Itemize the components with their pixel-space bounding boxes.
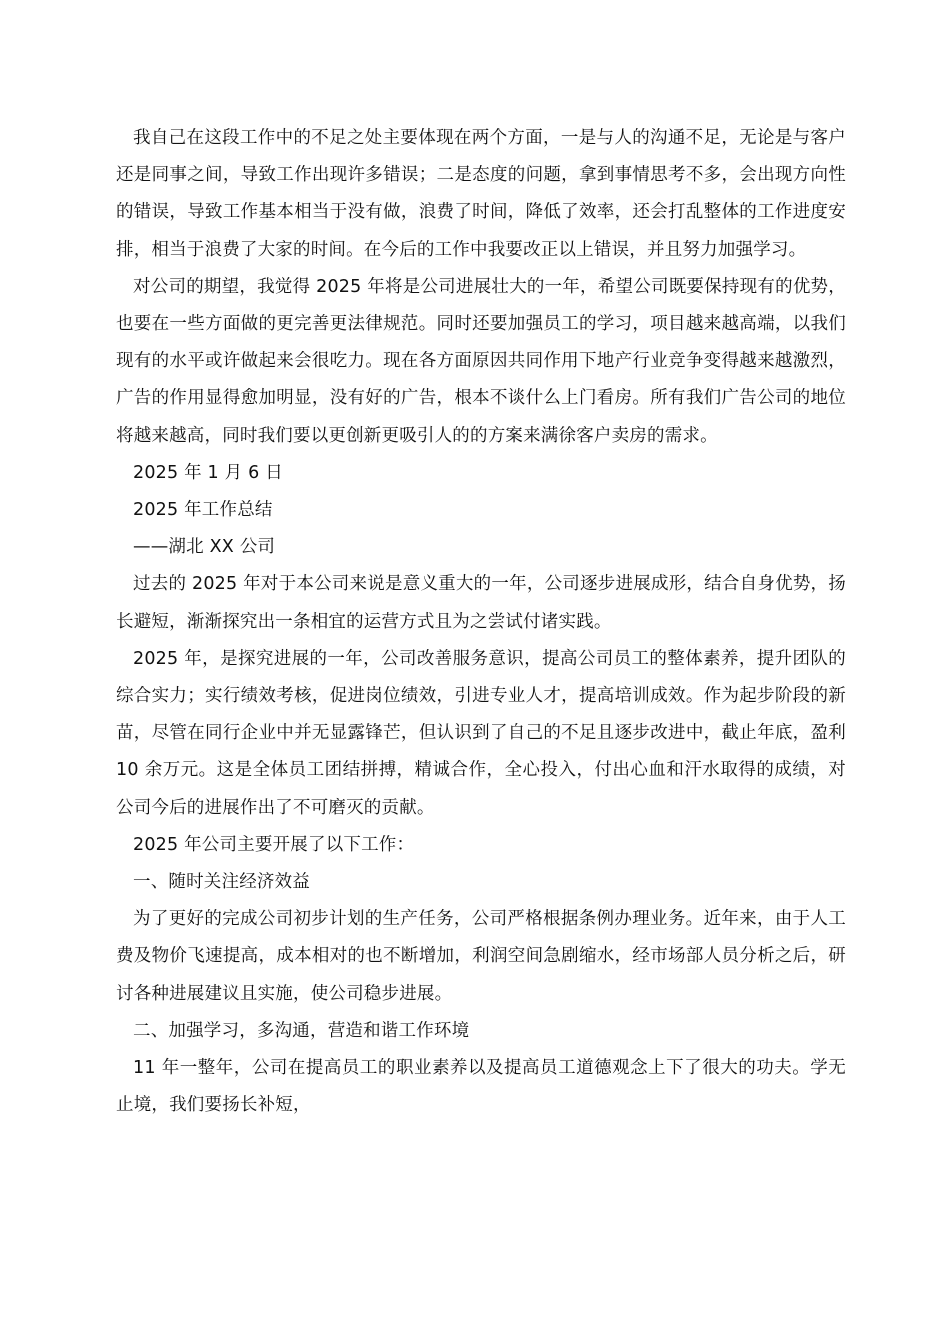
paragraph-shortcomings: 我自己在这段工作中的不足之处主要体现在两个方面，一是与人的沟通不足，无论是与客户还是同事之间，导致工作出现许多错误；二是态度的问题，拿到事情思考不多，会出现方向性的错误，导致工作基本相当于没有做，浪费了时间，降低了效率，还会打乱整体的工作进度安排，相当于浪费了大家的时间。在今后的工作中我要改正以上错误，并且努力加强学习。 <box>116 128 846 260</box>
date-line: 2025 年 1 月 6 日 <box>133 462 283 483</box>
paragraph-economic-benefits: 为了更好的完成公司初步计划的生产任务，公司严格根据条例办理业务。近年来，由于人工费及物价飞速提高，成本相对的也不断增加，利润空间急剧缩水，经市场部人员分析之后，研讨各种进展建议且实施，使公司稳步进展。 <box>116 909 846 1004</box>
paragraph-past-year: 过去的 2025 年对于本公司来说是意义重大的一年，公司逐步进展成形，结合自身优势，扬长避短，渐渐探究出一条相宜的运营方式且为之尝试付诸实践。 <box>116 574 846 632</box>
section-heading-1: 一、随时关注经济效益 <box>133 872 310 893</box>
paragraph-work-intro: 2025 年公司主要开展了以下工作： <box>133 834 415 855</box>
paragraph-expectations: 对公司的期望，我觉得 2025 年将是公司进展壮大的一年，希望公司既要保持现有的优势，也要在一些方面做的更完善更法律规范。同时还要加强员工的学习，项目越来越高端，以我们现有的水平或许做起来会很吃力。现在各方面原因共同作用下地产行业竞争变得越来越激烈，广告的作用显得愈加明显，没有好的广告，根本不谈什么上门看房。所有我们广告公司的地位将越来越高，同时我们要以更创新更吸引人的的方案来满徐客户卖房的需求。 <box>116 276 846 446</box>
summary-title: 2025 年工作总结 <box>133 500 273 521</box>
paragraph-exploration-year: 2025 年，是探究进展的一年，公司改善服务意识，提高公司员工的整体素养，提升团队的综合实力；实行绩效考核，促进岗位绩效，引进专业人才，提高培训成效。作为起步阶段的新苗，尽管在同行企业中并无显露锋芒，但认识到了自己的不足且逐步改进中，截止年底，盈利 10 余万元。这是全体员工团结拼搏，精诚合作，全心投入，付出心血和汗水取得的成绩，对公司今后的进展作出了不可磨灭的贡献。 <box>116 648 846 818</box>
document-body <box>116 120 846 1124</box>
paragraph-learning: 11 年一整年，公司在提高员工的职业素养以及提高员工道德观念上下了很大的功夫。学无止境，我们要扬长补短， <box>116 1058 846 1116</box>
company-signature: ——湖北 XX 公司 <box>133 537 276 558</box>
section-heading-2: 二、加强学习，多沟通，营造和谐工作环境 <box>133 1020 470 1041</box>
